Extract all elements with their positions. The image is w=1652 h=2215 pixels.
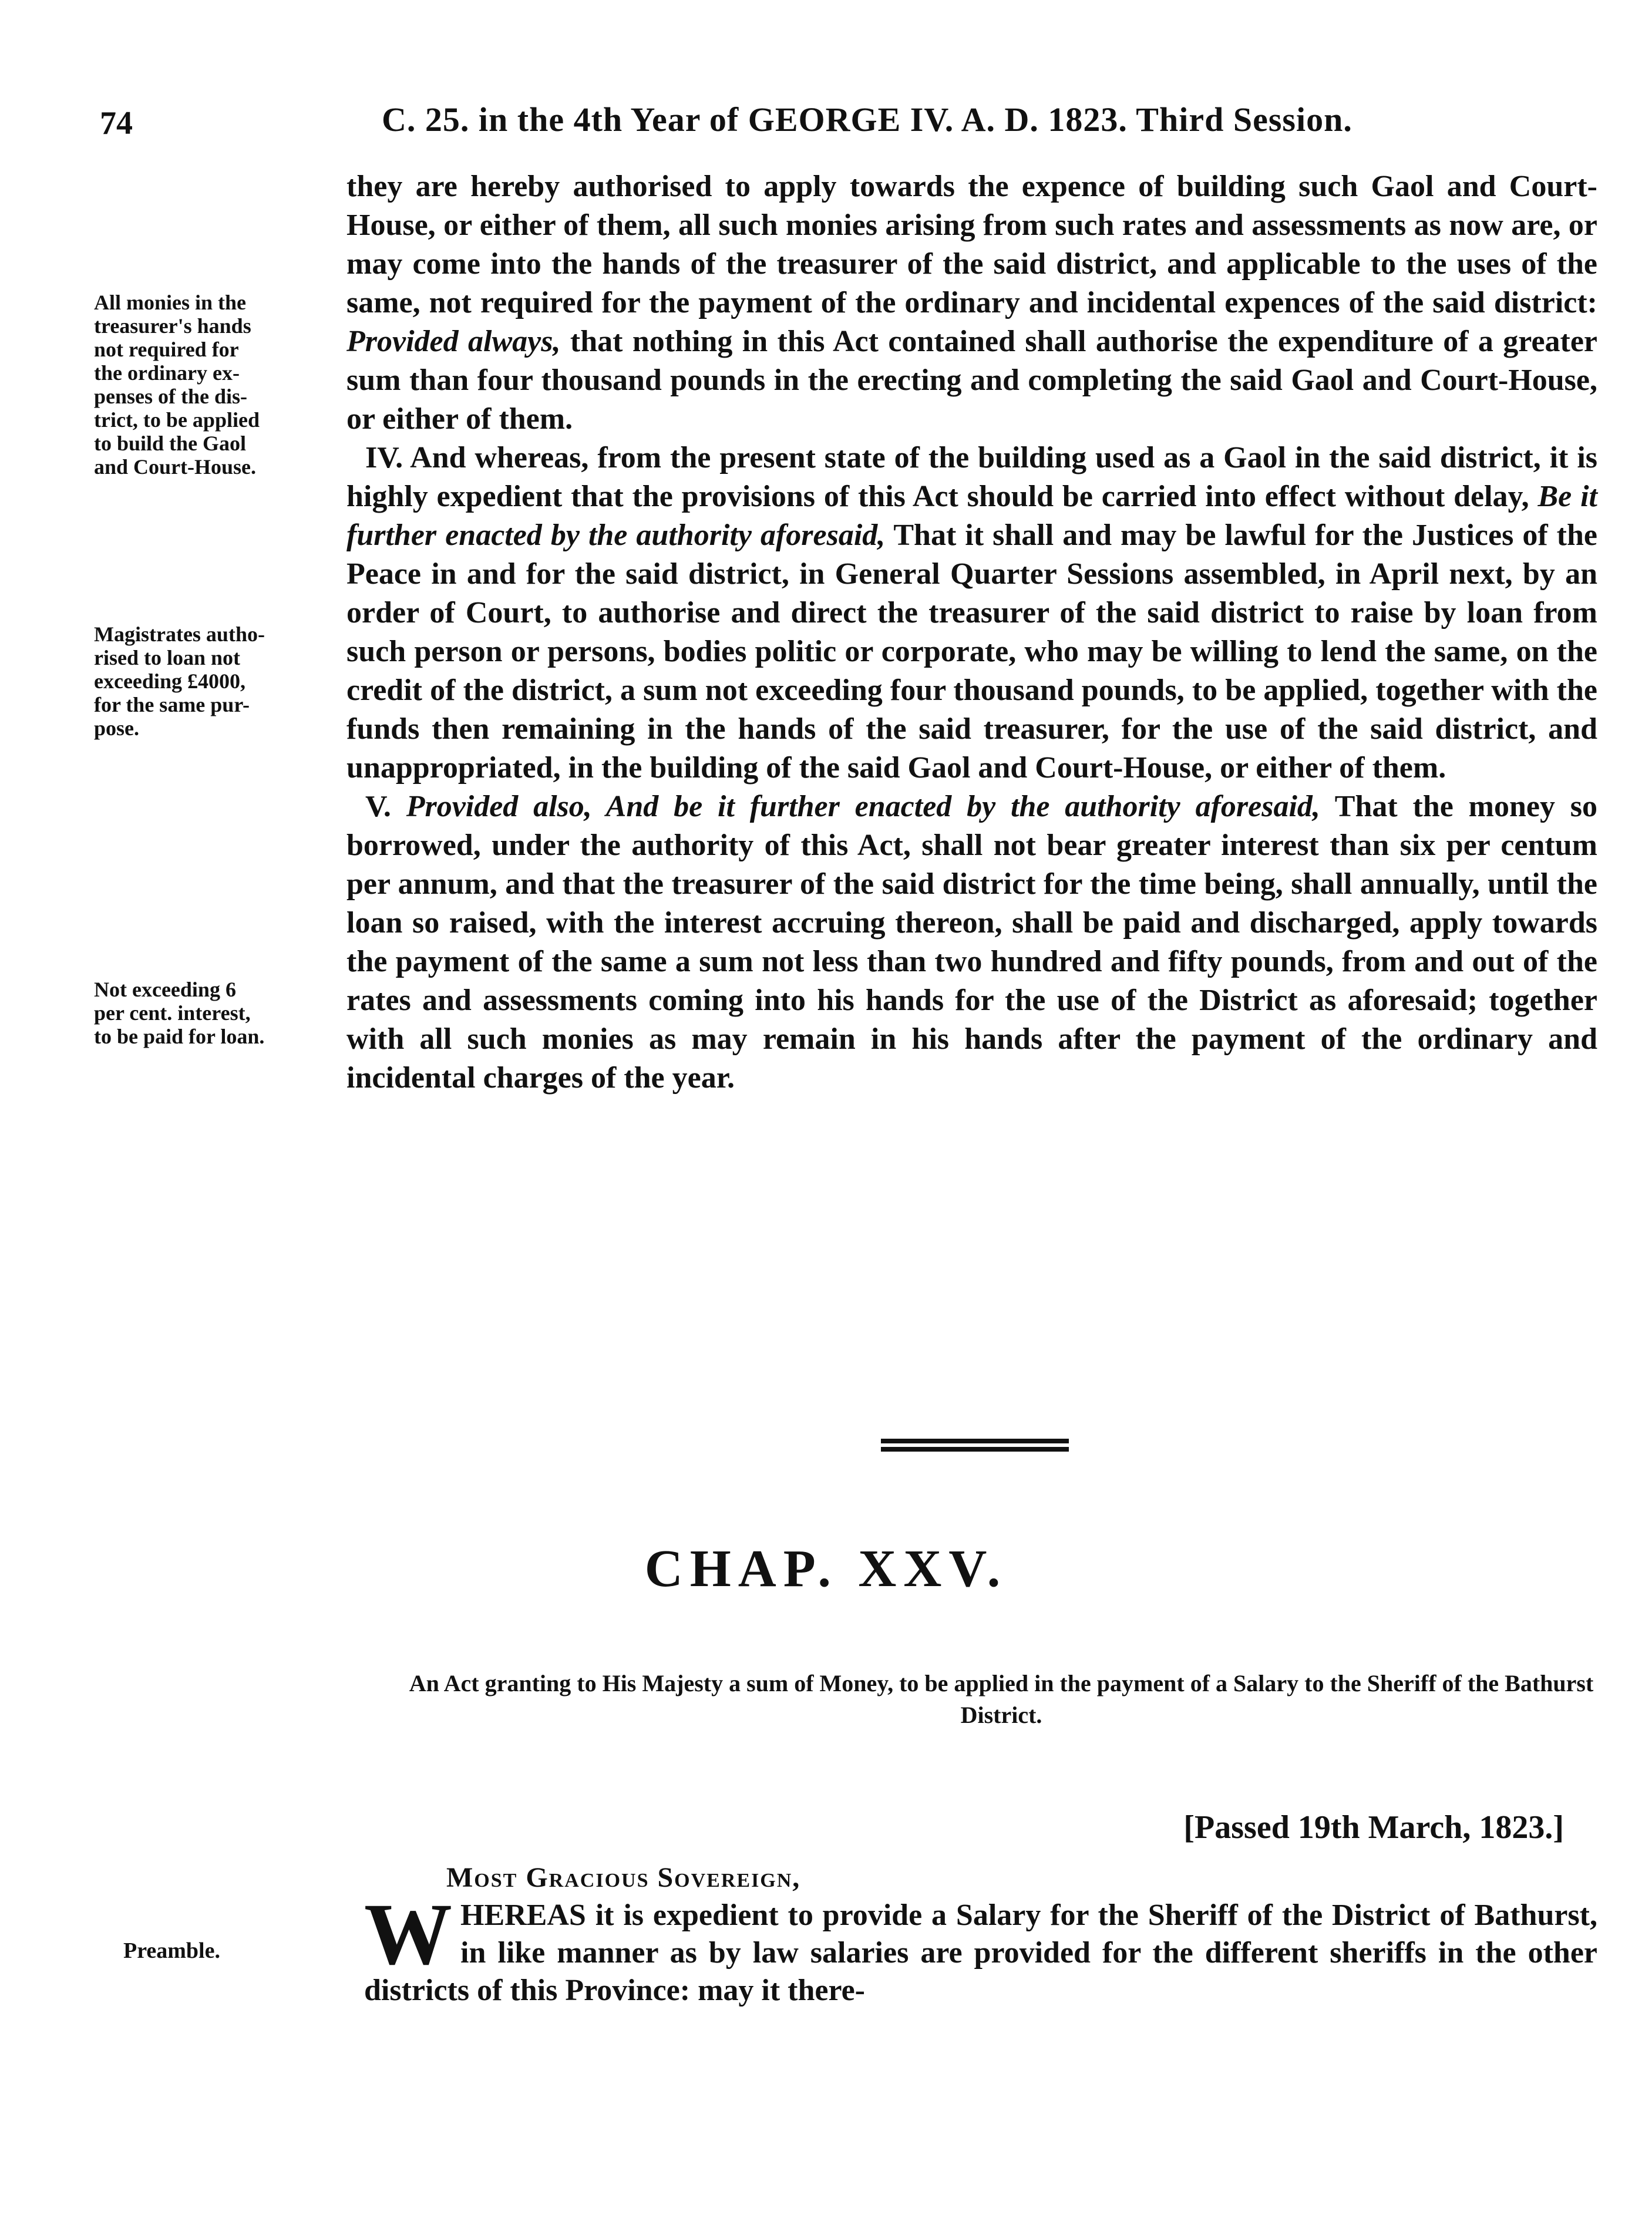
section-4-text-cont: That it shall and may be lawful for the Justices of the Peace in and for the said district, in General Quarter Sessions assembled, in April next, by an order of Court, to authorise and direct the treasurer of the said district to raise by loan from such person or persons, bodies politic or corporate, who may be willing to lend the same, on the credit of the district, a sum not exceeding four thousand pounds, to be applied, together with the funds then remaining in the hands of the said treasurer, for the use of the said district, and unappropriated, in the building of the said Gaol and Court-House, or either of them. (346, 519, 1597, 785)
chapter-title: CHAP. XXV. (644, 1540, 1008, 1598)
section-3-proviso: Provided always, (346, 325, 561, 358)
margin-note-loan: Magistrates autho- rised to loan not exceeding £4000, for the same pur- pose. (94, 622, 265, 740)
section-5-number: V. (365, 790, 391, 823)
body-text (346, 167, 1597, 1098)
section-3-paragraph (346, 167, 1597, 439)
margin-note-interest: Not exceeding 6 per cent. interest, to be paid for loan. (94, 978, 265, 1048)
drop-cap: W (364, 1886, 452, 1983)
margin-note-preamble: Preamble. (123, 1938, 220, 1963)
margin-note-monies: All monies in the treasurer's hands not required for the ordinary ex- penses of the dis- trict, to be applied to build the Gaol and Court-House. (94, 291, 260, 479)
section-5-paragraph (346, 787, 1597, 1098)
passed-date: [Passed 19th March, 1823.] (1183, 1809, 1564, 1846)
preamble-text: HEREAS it is expedient to provide a Salary for the Sheriff of the District of Bathurst, in like manner as by law salaries are provided for the different sheriffs in the other districts of this Province: may it there- (364, 1898, 1597, 2007)
page-header (94, 100, 1597, 147)
section-3-text: they are hereby authorised to apply towards the expence of building such Gaol and Court-House, or either of them, all such monies arising from such rates and assessments as now are, or may come into the hands of the treasurer of the said district, and applicable to the uses of the same, not required for the payment of the ordinary and incidental expences of the said district: (346, 170, 1597, 319)
salutation: Most Gracious Sovereign, (446, 1862, 801, 1893)
section-5-enactment: Provided also, And be it further enacted by the authority aforesaid, (406, 790, 1320, 823)
section-5-text: That the money so borrowed, under the authority of this Act, shall not bear greater interest than six per centum per annum, and that the treasurer of the said district for the time being, shall annually, until the loan so raised, with the interest accruing thereon, shall be paid and discharged, apply towards the payment of the same a sum not less than two hundred and fifty pounds, from and out of the rates and assessments coming into his hands for the use of the District as aforesaid; together with all such monies as may remain in his hands after the payment of the ordinary and incidental charges of the year. (346, 790, 1598, 1095)
running-head: C. 25. in the 4th Year of GEORGE IV. A. D. 1823. Third Session. (382, 100, 1352, 139)
section-3-text-cont: that nothing in this Act contained shall authorise the expenditure of a greater sum than four thousand pounds in the erecting and completing the said Gaol and Court-House, or either of them. (346, 325, 1598, 436)
section-divider-rule (881, 1439, 1069, 1452)
page-number: 74 (100, 105, 133, 142)
act-title: An Act granting to His Majesty a sum of Money, to be applied in the payment of a Salary to the Sheriff of the Bathurst District. (409, 1670, 1594, 1728)
preamble-paragraph (364, 1886, 1597, 2009)
section-4-text: IV. And whereas, from the present state of the building used as a Gaol in the said district, it is highly expedient that the provisions of this Act should be carried into effect without delay, (346, 441, 1597, 513)
section-4-paragraph (346, 439, 1597, 787)
section-4-enactment: Be it further enacted by the authority aforesaid, (346, 480, 1597, 552)
